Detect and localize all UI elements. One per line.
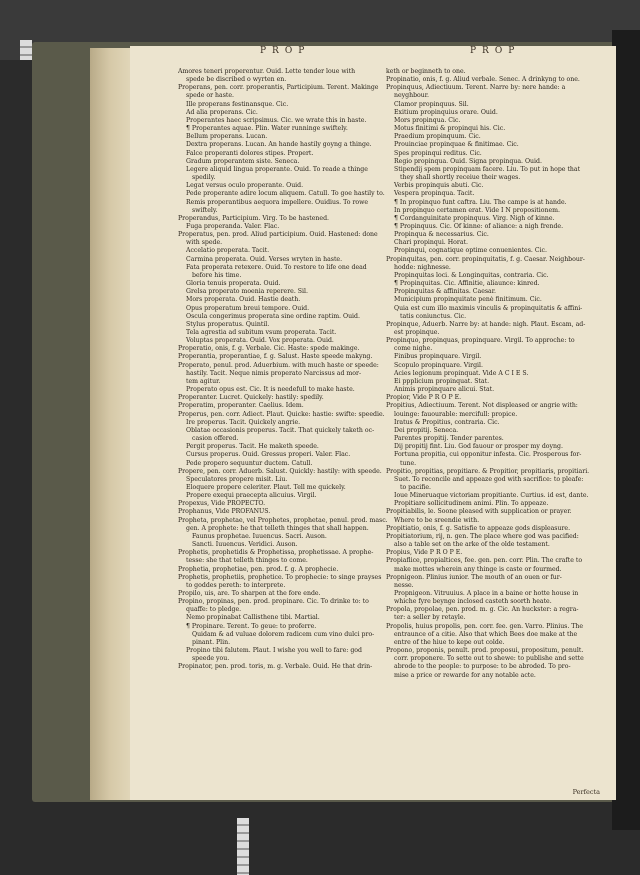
text-line: tune.: [400, 459, 417, 467]
text-line: Vespera propinqua. Tacit.: [394, 190, 475, 198]
text-line: Propnigeon. Vitruuius. A place in a baine or hotte house in: [394, 590, 579, 597]
catchword: Perfecta: [572, 788, 600, 796]
text-line: Properatus, pen. prod. Aliud participium. Ouid. Hastened: done: [178, 231, 378, 239]
text-line: Prophetis, prophetidis & Prophetissa, prophetissae. A prophe-: [178, 549, 374, 557]
text-line: Mors properata. Ouid. Hastie death.: [186, 296, 301, 304]
text-line: Properus, pen. corr. Adiect. Plaut. Quicke: hastie: swifte: speedie.: [178, 410, 385, 418]
text-line: Ei ppplicium propinquat. Stat.: [394, 377, 490, 385]
text-line: Scopulo propinquare. Virgil.: [394, 361, 483, 369]
text-line: Properatio, onis, f. g. Verbale. Cic. Haste: spede makinge.: [178, 345, 360, 353]
text-line: Fuga properanda. Valer. Flac.: [186, 222, 280, 230]
text-line: come nighe.: [394, 345, 433, 353]
text-line: Remis properantibus aequora impellere. Ouidius. To rowe: [186, 198, 369, 206]
text-line: Ire properus. Tacit. Quickely angrie.: [186, 418, 301, 426]
text-line: Accelatio properata. Tacit.: [186, 247, 270, 255]
book-page: [130, 46, 616, 800]
text-line: they shall shortly receiue their wages.: [400, 174, 521, 182]
text-line: to goddes pereth: to interprete.: [186, 581, 286, 589]
text-line: Propono, proponis, penult. prod. proposui, propositum, penult.: [386, 647, 584, 655]
right-shadow: [612, 30, 640, 830]
text-line: Propior, Vide P R O P E.: [386, 394, 462, 402]
text-line: swiftely.: [192, 206, 218, 214]
text-line: Properatim, properanter. Caelius. Idem.: [178, 402, 304, 410]
text-line: before his time.: [192, 271, 242, 279]
text-line: Voluptas properata. Ouid. Vox properata. Ouid.: [186, 337, 334, 345]
text-line: Propere, pen. corr. Aduerb. Salust. Quickly: hastily: with speede.: [178, 467, 382, 475]
text-line: Propitio, propitias, propitiare. & Propitior, propitiaris, propitiari.: [386, 467, 590, 475]
text-line: Properandus, Participium. Virg. To be hastened.: [178, 214, 330, 222]
text-line: nesse.: [394, 581, 414, 589]
text-line: mise a price or rewarde for any notable acte.: [394, 671, 536, 679]
text-line: Propola, propolae, pen. prod. m. g. Cic. An huckster: a regra-: [386, 606, 579, 614]
text-line: Gradum properantem siste. Seneca.: [186, 157, 300, 165]
text-line: neyghbour.: [394, 92, 430, 100]
text-line: Motus finitimi & propinqui his. Cic.: [394, 125, 506, 133]
text-line: Dei propitij. Seneca.: [394, 426, 459, 434]
text-line: Propere exequi praecepta alicuius. Virgil.: [186, 492, 317, 500]
text-line: Quia est cum illo maximis vinculis & propinquitatis & affini-: [394, 304, 583, 312]
text-line: Propinqui, cognatique optime conuenientes. Cic.: [394, 247, 547, 255]
text-line: Propinquitas & affinitas. Caesar.: [394, 288, 496, 296]
text-line: Propexus, Vide PROPECTO.: [178, 500, 266, 508]
text-line: Propilo, uis, are. To sharpen at the fore ende.: [178, 590, 321, 597]
text-line: Spes propinqui reditus. Cic.: [394, 149, 482, 157]
text-line: Amores teneri properentur. Ouid. Lette tender loue with: [178, 68, 356, 75]
text-line: Regio propinqua. Ouid. Signa propinqua. Ouid.: [394, 157, 542, 165]
text-line: Propius, Vide P R O P E.: [386, 549, 463, 557]
text-line: Oscula congerimus properata sine ordine raptim. Ouid.: [186, 312, 360, 320]
text-line: Propinquus, Adiectiuum. Terent. Narre by: nere hande: a: [386, 84, 566, 92]
text-line: entre of the hiue to kepe out colde.: [394, 638, 505, 646]
text-line: Iratus & Propitius, contraria. Cic.: [394, 418, 500, 426]
text-line: Mors propinqua. Cic.: [394, 116, 461, 124]
text-line: to pacifie.: [400, 483, 432, 491]
text-line: Propinque, Aduerb. Narre by: at hande: nigh. Plaut. Escam, ad-: [386, 320, 586, 328]
text-line: ¶ In propinquo funt caftra. Liu. The campe is at hande.: [394, 198, 567, 206]
text-line: Ioue Mineruaque victoriam propitiante. Curtius. id est, dante.: [394, 492, 589, 500]
text-line: Sancti. Iuuencus. Veridici. Auson.: [192, 541, 298, 549]
text-line: Suet. To reconcile and appeaze god with sacrifice: to pleafe:: [394, 475, 584, 483]
text-line: Properato, penul. prod. Aduerbium. with much haste or speede:: [178, 361, 379, 369]
text-line: Propiaflice, propialtices, fee. gen. pen. corr. Plin. The crafte to: [386, 557, 583, 565]
text-line: Legat versus oculo properante. Ouid.: [186, 182, 304, 190]
text-line: abrode to the people: to purpose: to be abroded. To pro-: [394, 663, 571, 671]
text-line: Ad alia properans. Cic.: [186, 108, 258, 116]
text-line: ¶ Propinare. Terent. To geue: to proferre.: [186, 622, 317, 630]
text-line: Verbis propinquis abuti. Cic.: [394, 182, 484, 190]
text-line: Propinquitas, pen. corr. propinquitatis, f. g. Caesar. Neighbour-: [386, 255, 585, 263]
text-line: also a table set on the arke of the olde testament.: [394, 541, 550, 549]
text-line: Falce properanti dolores stipes. Propert.: [186, 149, 314, 157]
text-line: Prophanus, Vide PROFANUS.: [178, 508, 271, 516]
text-line: Carmina properata. Ouid. Verses wryten in haste.: [186, 255, 343, 263]
text-line: In propinquo certamen erat. Vide I N propositionem.: [394, 206, 560, 214]
text-line: Municipium propinquitate penè finitimum. Cic.: [394, 296, 542, 304]
text-line: hastily. Tacit. Neque nimis properato Narcissus ad mor-: [186, 369, 362, 377]
text-line: Properantia, properantiae, f. g. Salust. Haste speede makyng.: [178, 353, 373, 361]
text-line: Fortuna propitia, cui opponitur infesta. Cic. Prosperous for-: [394, 451, 582, 459]
text-line: Propitiatorium, rij, n. gen. The place where god was pacified:: [386, 532, 579, 540]
text-line: Properato opus est. Cic. It is needefull to make haste.: [186, 386, 355, 394]
text-line: Fata properata retexere. Ouid. To restore to life one dead: [186, 263, 367, 271]
text-line: Gloria tenuis properata. Ouid.: [186, 280, 281, 288]
text-line: Propitiatio, onis, f. g. Satisfie to appeaze gods displeasure.: [386, 524, 571, 532]
text-line: Prouinciae propinquae & finitimae. Cic.: [394, 141, 519, 149]
text-line: Bellum properans. Lucan.: [186, 133, 268, 141]
text-line: Grelsa properato moenia reperere. Sil.: [186, 288, 308, 296]
text-line: Quidam & ad vuluae dolorem radicem cum vino dulci pro-: [192, 630, 375, 638]
text-line: Praedium propinquum. Cic.: [394, 133, 481, 141]
text-line: Propitiare sollicitudinem animi. Plin. To appeaze.: [394, 500, 549, 508]
text-line: Ille properans festinansque. Cic.: [186, 100, 289, 108]
text-line: louinge: fauourable: mercifull: propice.: [394, 410, 518, 418]
text-line: corr. proponere. To sette out to shewe: to publishe and sette: [394, 655, 584, 663]
running-header-right: PROP: [470, 46, 521, 56]
left-column: [178, 68, 403, 672]
text-line: ¶ Propinquitas. Cic. Affinitie, aliaunce: kinred.: [394, 280, 540, 288]
text-line: spede or haste.: [186, 92, 235, 100]
text-line: Animis propinquare alicui. Stat.: [394, 386, 495, 394]
text-line: speede you.: [192, 655, 230, 663]
text-line: Propitius, Adiectiuum. Terent. Not displeased or angrie with:: [386, 402, 578, 410]
text-line: keth or beginneth to one.: [386, 68, 466, 75]
ruler-bottom: [237, 818, 249, 875]
text-line: Prophetis, prophetiis, prophetice. To prophecie: to singe prayses: [178, 573, 382, 581]
text-line: Propinquo, propinquas, propinquare. Virgil. To approche: to: [386, 337, 575, 345]
text-line: Propino, propinas, pen. prod. propinare. Cic. To drinke to: to: [178, 598, 369, 606]
text-line: Finibus propinquare. Virgil.: [394, 353, 482, 361]
text-line: tatis coniunctus. Cic.: [400, 312, 467, 320]
text-line: Prophetia, prophetiae, pen. prod. f. g. A prophecie.: [178, 565, 339, 573]
text-line: Dij propitij fint. Liu. God fauour or prosper my doyng.: [394, 443, 563, 451]
text-line: Oblatae occasionis properus. Tacit. That quickely taketh oc-: [186, 426, 375, 434]
text-line: Propinator, pen. prod. toris, m. g. Verbale. Ouid. He that drin-: [178, 663, 373, 671]
text-line: Tela agrestia ad subitum vsum properata. Tacit.: [186, 329, 337, 336]
text-line: ¶ Cordanguinitate propinquus. Virg. Nigh of kinne.: [394, 214, 555, 222]
text-line: Eloquere propere celeriter. Plaut. Tell me quickely.: [186, 483, 346, 491]
text-line: ter: a seller by retayle.: [394, 614, 466, 622]
text-line: Properanter. Lucret. Quickely: hastily: spedily.: [178, 394, 324, 402]
text-line: Faunus prophetae. Iuuencus. Sacri. Auson.: [192, 532, 327, 540]
text-line: spede be discribed o wyrten en.: [186, 76, 287, 84]
text-line: quaffe: to pledge.: [186, 606, 242, 614]
text-line: Properans, pen. corr. properantis, Participium. Terent. Makinge: [178, 84, 379, 92]
text-line: Pergit properus. Tacit. He maketh speede.: [186, 443, 319, 451]
text-line: Propino tibi falutem. Plaut. I wishe you well to fare: god: [186, 647, 362, 655]
text-line: with spede.: [186, 239, 223, 247]
text-line: Pede propero sequuntur ductem. Catull.: [186, 459, 313, 467]
right-column: [386, 68, 610, 680]
text-line: Propheta, prophetae, vel Prophetes, prophetae, penul. prod. masc.: [178, 516, 388, 524]
running-header-left: PROP: [260, 46, 311, 56]
text-line: ¶ Propinquus. Cic. Of kinne: of aliance: a nigh frende.: [394, 222, 564, 230]
text-line: Speculatores propere misit. Liu.: [186, 475, 288, 483]
text-line: tesse: she that telleth thinges to come.: [186, 557, 308, 565]
text-line: Nemo propinabat Callisthene tibi. Martial.: [186, 614, 320, 622]
text-line: tem agitur.: [186, 377, 221, 385]
ruler-top-left: [20, 40, 32, 60]
text-line: Legere aliquid lingua properante. Ouid. To reade a thinge: [186, 165, 368, 173]
text-line: Dextra properans. Lucan. An hande hastily goyng a thinge.: [186, 141, 372, 149]
text-line: Acies legionum propinquat. Vide A C I E S.: [394, 369, 529, 377]
text-line: Propinqua & necessarius. Cic.: [394, 231, 489, 239]
text-line: Clamor propinquus. Sil.: [394, 100, 469, 108]
text-line: Opus properatum breui tempore. Ouid.: [186, 304, 310, 312]
text-line: Properantes haec scripsimus. Cic. we wrate this in haste.: [186, 116, 367, 124]
text-line: Parentes propitij. Tender parentes.: [394, 435, 504, 443]
text-line: entraunce of a citie. Also that which Bees doe make at the: [394, 630, 578, 638]
text-line: casion offered.: [192, 435, 239, 443]
text-line: gen. A prophete: he that telleth thinges that shall happen.: [186, 524, 369, 532]
text-line: pinant. Plin.: [192, 638, 231, 646]
text-line: Propitiabilis, le. Soone pleased with supplication or prayer.: [386, 508, 572, 516]
text-line: Stipendij spem propinquam facere. Liu. To put in hope that: [394, 165, 581, 173]
text-line: Where to be sreendie with.: [394, 516, 480, 524]
text-line: Propinatio, onis, f. g. Aliud verbale. Senec. A drinkyng to one.: [386, 76, 580, 84]
text-line: Stylus properatus. Quintil.: [186, 320, 270, 328]
text-line: Propolis, huius propolis, pen. corr. fee. gen. Varro. Plinius. The: [386, 622, 584, 630]
text-line: Propnigeon. Plinius iunior. The mouth of an ouen or fur-: [386, 573, 562, 581]
text-line: Exitium propinquius orare. Ouid.: [394, 108, 498, 116]
text-line: Propinquitas loci. & Longinquitas, contraria. Cic.: [394, 271, 549, 279]
text-line: Pede properante adire locum aliquem. Catull. To goe hastily to.: [186, 190, 385, 198]
text-line: make mottes wherein any thinge is caste or fourmed.: [394, 565, 562, 573]
text-line: Cursus properus. Ouid. Gressus properi. Valer. Flac.: [186, 451, 351, 459]
text-line: whiche fyre beynge inclosed casteth soorth heate.: [394, 598, 552, 606]
text-line: hodde: nighnesse.: [394, 263, 451, 271]
text-line: Chari propinqui. Horat.: [394, 239, 468, 247]
text-line: ¶ Properantes aquae. Plin. Water runninge swiftely.: [186, 125, 348, 133]
text-line: est propinque.: [394, 329, 440, 336]
text-line: spedily.: [192, 174, 216, 182]
